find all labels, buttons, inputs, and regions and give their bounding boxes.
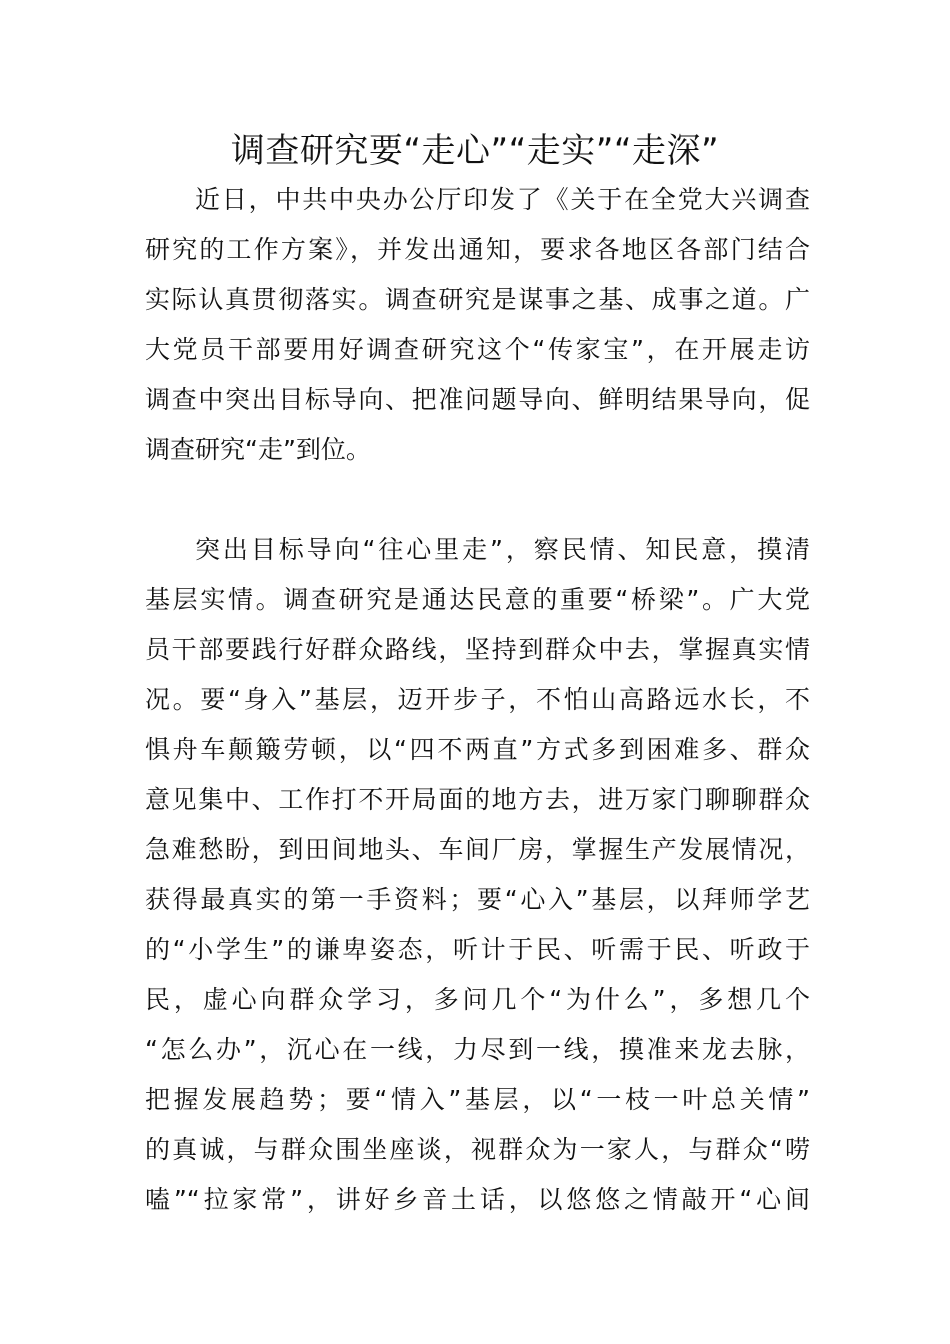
paragraph-2-line: 惧舟车颠簸劳顿，以“四不两直”方式多到困难多、群众 bbox=[145, 735, 810, 764]
paragraph-2-line: 嗑”“拉家常”，讲好乡音土话，以悠悠之情敲开“心间 bbox=[145, 1185, 810, 1214]
paragraph-2-line: “怎么办”，沉心在一线，力尽到一线，摸准来龙去脉， bbox=[145, 1035, 810, 1064]
document-body bbox=[145, 175, 810, 1225]
paragraph-1-line: 调查中突出目标导向、把准问题导向、鲜明结果导向，促 bbox=[145, 385, 810, 414]
paragraph-2-line: 民，虚心向群众学习，多问几个“为什么”，多想几个 bbox=[145, 985, 810, 1014]
paragraph-2-line: 急难愁盼，到田间地头、车间厂房，掌握生产发展情况， bbox=[145, 835, 810, 864]
document-title: 调查研究要“走心”“走实”“走深” bbox=[230, 131, 720, 171]
paragraph-1-line: 研究的工作方案》，并发出通知，要求各地区各部门结合 bbox=[145, 235, 810, 264]
paragraph-1-line: 实际认真贯彻落实。调查研究是谋事之基、成事之道。广 bbox=[145, 285, 810, 314]
paragraph-2-line: 基层实情。调查研究是通达民意的重要“桥梁”。广大党 bbox=[145, 585, 810, 614]
paragraph-gap bbox=[145, 475, 810, 525]
paragraph-1-line: 大党员干部要用好调查研究这个“传家宝”，在开展走访 bbox=[145, 335, 810, 364]
paragraph-2-line: 员干部要践行好群众路线，坚持到群众中去，掌握真实情 bbox=[145, 635, 810, 664]
paragraph-2-line: 把握发展趋势；要“情入”基层，以“一枝一叶总关情” bbox=[145, 1085, 810, 1114]
paragraph-1-line: 调查研究“走”到位。 bbox=[145, 435, 371, 464]
paragraph-2-line: 获得最真实的第一手资料；要“心入”基层，以拜师学艺 bbox=[145, 885, 810, 914]
paragraph-2-line: 突出目标导向“往心里走”，察民情、知民意，摸清 bbox=[195, 535, 810, 564]
paragraph-1-line: 近日，中共中央办公厅印发了《关于在全党大兴调查 bbox=[195, 185, 810, 214]
paragraph-2-line: 的“小学生”的谦卑姿态，听计于民、听需于民、听政于 bbox=[145, 935, 810, 964]
paragraph-2-line: 况。要“身入”基层，迈开步子，不怕山高路远水长，不 bbox=[145, 685, 810, 714]
paragraph-2-line: 意见集中、工作打不开局面的地方去，进万家门聊聊群众 bbox=[145, 785, 810, 814]
paragraph-2-line: 的真诚，与群众围坐座谈，视群众为一家人，与群众“唠 bbox=[145, 1135, 810, 1164]
